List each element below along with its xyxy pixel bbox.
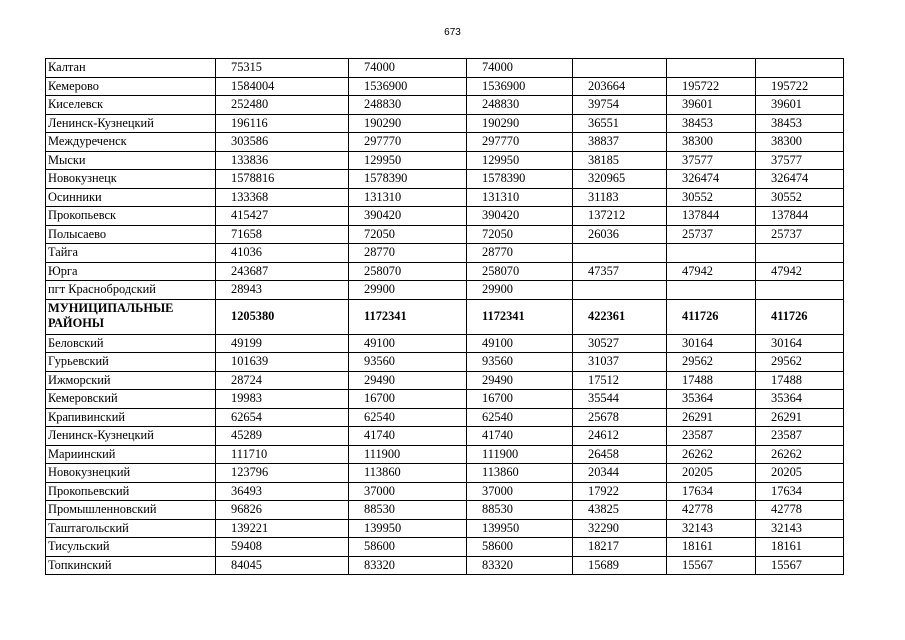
value-cell: 252480 (216, 96, 349, 115)
value-cell: 28770 (349, 244, 467, 263)
value-cell: 20205 (756, 464, 844, 483)
table-row (46, 464, 844, 483)
value-cell: 196116 (216, 114, 349, 133)
table-row (46, 170, 844, 189)
row-name-cell: Новокузнецкий (46, 464, 216, 483)
value-cell: 30164 (756, 334, 844, 353)
value-cell (667, 244, 756, 263)
value-cell: 129950 (467, 151, 573, 170)
value-cell: 30552 (756, 188, 844, 207)
value-cell: 83320 (467, 556, 573, 575)
row-name-cell: Прокопьевск (46, 207, 216, 226)
value-cell: 1584004 (216, 77, 349, 96)
value-cell: 25737 (756, 225, 844, 244)
value-cell: 17634 (756, 482, 844, 501)
table-row (46, 207, 844, 226)
value-cell: 111710 (216, 445, 349, 464)
value-cell: 38185 (573, 151, 667, 170)
value-cell: 96826 (216, 501, 349, 520)
value-cell: 39601 (756, 96, 844, 115)
value-cell: 29490 (467, 371, 573, 390)
value-cell: 84045 (216, 556, 349, 575)
value-cell: 29900 (349, 281, 467, 300)
value-cell: 47942 (756, 262, 844, 281)
value-cell: 411726 (667, 299, 756, 334)
table-row (46, 408, 844, 427)
value-cell: 58600 (467, 538, 573, 557)
value-cell: 15567 (667, 556, 756, 575)
row-name-cell: Новокузнецк (46, 170, 216, 189)
row-name-cell: МУНИЦИПАЛЬНЫЕ РАЙОНЫ (46, 299, 216, 334)
value-cell: 411726 (756, 299, 844, 334)
value-cell: 72050 (467, 225, 573, 244)
table-row (46, 445, 844, 464)
value-cell: 243687 (216, 262, 349, 281)
table-row (46, 244, 844, 263)
table-row (46, 77, 844, 96)
row-name-cell: Ижморский (46, 371, 216, 390)
value-cell (667, 59, 756, 78)
value-cell: 1536900 (349, 77, 467, 96)
row-name-cell: Тисульский (46, 538, 216, 557)
value-cell: 35364 (667, 390, 756, 409)
value-cell: 15567 (756, 556, 844, 575)
value-cell: 74000 (467, 59, 573, 78)
value-cell: 1578816 (216, 170, 349, 189)
value-cell: 47942 (667, 262, 756, 281)
value-cell: 26291 (756, 408, 844, 427)
value-cell: 137212 (573, 207, 667, 226)
value-cell: 17634 (667, 482, 756, 501)
value-cell: 41740 (349, 427, 467, 446)
value-cell: 16700 (467, 390, 573, 409)
value-cell: 38453 (667, 114, 756, 133)
table-row (46, 299, 844, 334)
value-cell: 29490 (349, 371, 467, 390)
value-cell: 30552 (667, 188, 756, 207)
row-name-cell: Гурьевский (46, 353, 216, 372)
value-cell (756, 281, 844, 300)
value-cell: 248830 (349, 96, 467, 115)
value-cell: 1172341 (349, 299, 467, 334)
value-cell: 129950 (349, 151, 467, 170)
table-row (46, 390, 844, 409)
table-row (46, 556, 844, 575)
row-name-cell: Крапивинский (46, 408, 216, 427)
value-cell: 131310 (467, 188, 573, 207)
value-cell: 16700 (349, 390, 467, 409)
value-cell: 37000 (467, 482, 573, 501)
row-name-cell: Топкинский (46, 556, 216, 575)
value-cell: 17488 (756, 371, 844, 390)
value-cell: 123796 (216, 464, 349, 483)
value-cell: 32143 (667, 519, 756, 538)
value-cell: 39601 (667, 96, 756, 115)
value-cell: 131310 (349, 188, 467, 207)
value-cell: 133836 (216, 151, 349, 170)
value-cell: 93560 (349, 353, 467, 372)
row-name-cell: Таштагольский (46, 519, 216, 538)
table-row (46, 188, 844, 207)
value-cell: 303586 (216, 133, 349, 152)
row-name-cell: Мыски (46, 151, 216, 170)
value-cell: 75315 (216, 59, 349, 78)
value-cell (573, 244, 667, 263)
value-cell: 71658 (216, 225, 349, 244)
value-cell: 133368 (216, 188, 349, 207)
value-cell: 1578390 (467, 170, 573, 189)
value-cell: 297770 (467, 133, 573, 152)
row-name-cell: Полысаево (46, 225, 216, 244)
value-cell: 41740 (467, 427, 573, 446)
data-table (45, 58, 844, 575)
row-name-cell: Беловский (46, 334, 216, 353)
value-cell: 28943 (216, 281, 349, 300)
value-cell: 203664 (573, 77, 667, 96)
value-cell: 101639 (216, 353, 349, 372)
row-name-cell: Междуреченск (46, 133, 216, 152)
table-row (46, 519, 844, 538)
value-cell: 1172341 (467, 299, 573, 334)
value-cell: 20205 (667, 464, 756, 483)
value-cell: 41036 (216, 244, 349, 263)
row-name-cell: пгт Краснобродский (46, 281, 216, 300)
value-cell: 17512 (573, 371, 667, 390)
value-cell: 297770 (349, 133, 467, 152)
table-row (46, 482, 844, 501)
value-cell: 62540 (467, 408, 573, 427)
value-cell: 190290 (349, 114, 467, 133)
value-cell (756, 59, 844, 78)
value-cell: 42778 (667, 501, 756, 520)
table-row (46, 262, 844, 281)
value-cell: 1536900 (467, 77, 573, 96)
value-cell: 42778 (756, 501, 844, 520)
value-cell: 137844 (667, 207, 756, 226)
value-cell: 36493 (216, 482, 349, 501)
row-name-cell: Осинники (46, 188, 216, 207)
value-cell: 111900 (467, 445, 573, 464)
value-cell: 32290 (573, 519, 667, 538)
value-cell: 35364 (756, 390, 844, 409)
value-cell: 30164 (667, 334, 756, 353)
value-cell: 93560 (467, 353, 573, 372)
table-row (46, 151, 844, 170)
row-name-cell: Ленинск-Кузнецкий (46, 114, 216, 133)
value-cell: 26291 (667, 408, 756, 427)
value-cell: 35544 (573, 390, 667, 409)
value-cell: 36551 (573, 114, 667, 133)
value-cell: 18161 (667, 538, 756, 557)
page-number: 673 (444, 27, 461, 38)
row-name-cell: Промышленновский (46, 501, 216, 520)
row-name-cell: Прокопьевский (46, 482, 216, 501)
value-cell: 139950 (467, 519, 573, 538)
value-cell: 62654 (216, 408, 349, 427)
value-cell: 23587 (667, 427, 756, 446)
value-cell: 258070 (467, 262, 573, 281)
row-name-cell: Юрга (46, 262, 216, 281)
value-cell: 18161 (756, 538, 844, 557)
value-cell: 113860 (467, 464, 573, 483)
value-cell: 49199 (216, 334, 349, 353)
row-name-cell: Ленинск-Кузнецкий (46, 427, 216, 446)
value-cell: 195722 (667, 77, 756, 96)
value-cell: 38837 (573, 133, 667, 152)
value-cell: 25737 (667, 225, 756, 244)
value-cell (573, 281, 667, 300)
value-cell: 113860 (349, 464, 467, 483)
table-row (46, 133, 844, 152)
value-cell: 28724 (216, 371, 349, 390)
value-cell (667, 281, 756, 300)
value-cell: 137844 (756, 207, 844, 226)
value-cell: 62540 (349, 408, 467, 427)
value-cell: 390420 (349, 207, 467, 226)
value-cell: 248830 (467, 96, 573, 115)
value-cell: 49100 (349, 334, 467, 353)
value-cell: 30527 (573, 334, 667, 353)
value-cell: 326474 (756, 170, 844, 189)
table-body (46, 59, 844, 575)
value-cell: 390420 (467, 207, 573, 226)
value-cell: 326474 (667, 170, 756, 189)
value-cell: 88530 (467, 501, 573, 520)
value-cell: 37577 (667, 151, 756, 170)
value-cell: 15689 (573, 556, 667, 575)
value-cell: 29562 (667, 353, 756, 372)
value-cell: 72050 (349, 225, 467, 244)
value-cell: 59408 (216, 538, 349, 557)
value-cell: 17922 (573, 482, 667, 501)
value-cell: 26036 (573, 225, 667, 244)
value-cell: 23587 (756, 427, 844, 446)
value-cell: 29900 (467, 281, 573, 300)
value-cell: 1205380 (216, 299, 349, 334)
value-cell: 38300 (756, 133, 844, 152)
row-name-cell: Кемерово (46, 77, 216, 96)
value-cell: 88530 (349, 501, 467, 520)
value-cell: 37577 (756, 151, 844, 170)
value-cell: 26262 (667, 445, 756, 464)
row-name-cell: Калтан (46, 59, 216, 78)
value-cell: 39754 (573, 96, 667, 115)
value-cell: 25678 (573, 408, 667, 427)
value-cell: 38453 (756, 114, 844, 133)
value-cell: 43825 (573, 501, 667, 520)
value-cell: 415427 (216, 207, 349, 226)
value-cell: 1578390 (349, 170, 467, 189)
row-name-cell: Киселевск (46, 96, 216, 115)
value-cell: 83320 (349, 556, 467, 575)
value-cell: 422361 (573, 299, 667, 334)
value-cell (756, 244, 844, 263)
value-cell: 258070 (349, 262, 467, 281)
value-cell: 45289 (216, 427, 349, 446)
value-cell: 49100 (467, 334, 573, 353)
value-cell: 38300 (667, 133, 756, 152)
value-cell: 320965 (573, 170, 667, 189)
table-row (46, 334, 844, 353)
table-row (46, 538, 844, 557)
value-cell: 31183 (573, 188, 667, 207)
value-cell: 26262 (756, 445, 844, 464)
value-cell: 47357 (573, 262, 667, 281)
row-name-cell: Кемеровский (46, 390, 216, 409)
table-row (46, 501, 844, 520)
value-cell: 26458 (573, 445, 667, 464)
value-cell: 111900 (349, 445, 467, 464)
value-cell: 19983 (216, 390, 349, 409)
value-cell: 58600 (349, 538, 467, 557)
table-row (46, 114, 844, 133)
value-cell: 139950 (349, 519, 467, 538)
value-cell: 37000 (349, 482, 467, 501)
value-cell: 31037 (573, 353, 667, 372)
table-row (46, 96, 844, 115)
value-cell: 74000 (349, 59, 467, 78)
value-cell: 139221 (216, 519, 349, 538)
table-row (46, 371, 844, 390)
value-cell (573, 59, 667, 78)
table-row (46, 59, 844, 78)
value-cell: 24612 (573, 427, 667, 446)
table-row (46, 427, 844, 446)
table-row (46, 281, 844, 300)
value-cell: 28770 (467, 244, 573, 263)
table-row (46, 225, 844, 244)
value-cell: 20344 (573, 464, 667, 483)
value-cell: 190290 (467, 114, 573, 133)
value-cell: 18217 (573, 538, 667, 557)
value-cell: 17488 (667, 371, 756, 390)
table-row (46, 353, 844, 372)
value-cell: 29562 (756, 353, 844, 372)
row-name-cell: Мариинский (46, 445, 216, 464)
row-name-cell: Тайга (46, 244, 216, 263)
value-cell: 32143 (756, 519, 844, 538)
value-cell: 195722 (756, 77, 844, 96)
